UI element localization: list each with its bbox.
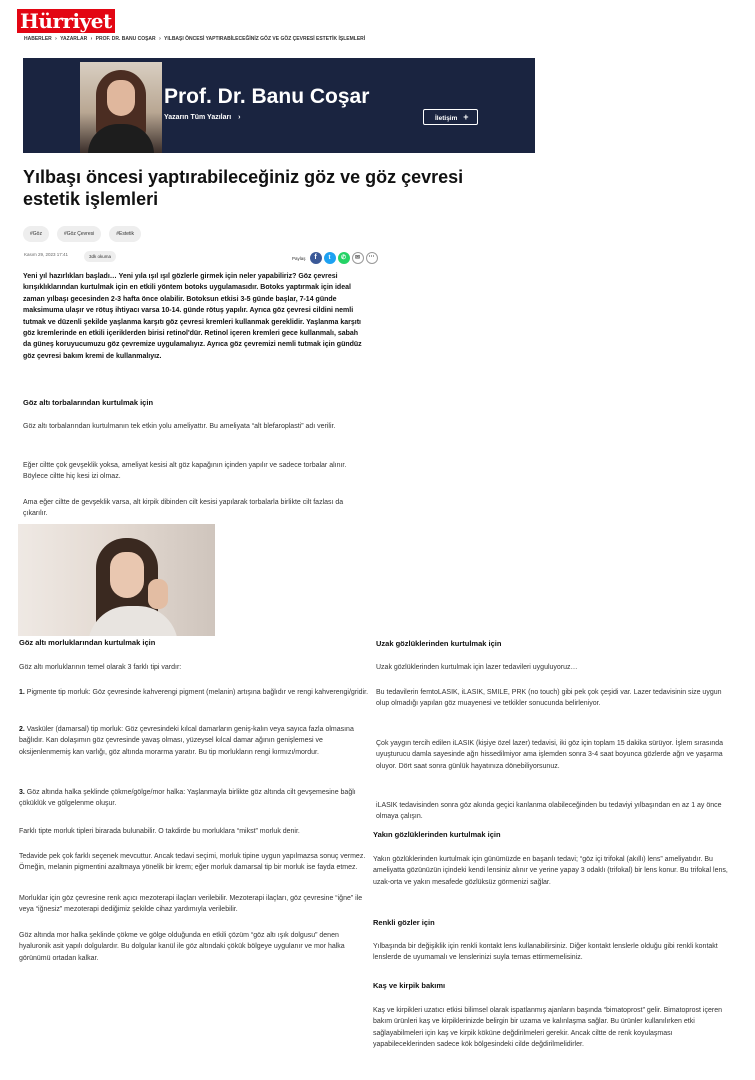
paragraph: Çok yaygın tercih edilen iLASIK (kişiye özel lazer) tedavisi, iki göz için toplam 15 dakika sürüyor. İşlem sırasında uyuşturucu damla sayesinde ağrı hissedilmiyor ama işlemden sonra 3-4 saat boyunca gözlerde ağrı ve yaşarma oluyor. Dört saat sonra günlük hayatınıza dönebiliyorsunuz. [376,740,724,770]
breadcrumb-home[interactable]: HABERLER [24,36,52,42]
list-item [19,787,369,810]
paragraph: Yakın gözlüklerinden kurtulmak için günümüzde en başarılı tedavi; “göz içi trifokal (akıllı) lens” ameliyatıdır. Bu ameliyatta gözünüzün içindeki kendi lensiniz alınır ve yerine yapay 3 odaklı (trifokal) bir lens konur. Bu trifokal lens, uzak-orta ve yakın mesafede gözlüksüz görmenizi sağlar. [373,856,728,886]
breadcrumb-separator: › [55,36,57,42]
list-number: 1. [19,689,25,696]
breadcrumb-separator: › [90,36,93,42]
paragraph: Göz altı torbalarından kurtulmanın tek etkin yolu ameliyattır. Bu ameliyata “alt blefaroplasti” adı verilir. [23,423,336,430]
publish-date: Kasım 29, 2023 17:41 [24,252,69,257]
list-text: Pigmente tip morluk: Göz çevresinde kahverengi pigment (melanin) artışına bağlıdır ve rengi kahverengi/gridir. [24,689,369,696]
paragraph: Tedavide pek çok farklı seçenek mevcuttur. Ancak tedavi seçimi, morluk tipine uygun yapılmazsa sonuç vermez. Örneğin, melanin pigmentini azaltmaya yönelik bir krem; eğer morluk damarsal tip bir morluk ise fayda etmez. [19,853,366,872]
article-lead: Yeni yıl hazırlıkları başladı… Yeni yıla ışıl ışıl gözlerle girmek için neler yapabiliriz? Göz çevresi kırışıklıklarından kurtulmak için en etkili yöntem botoks uygulamasıdır. Botoks yaptırmak için ideal zaman yılbaşı gecesinden 2-3 hafta önce olabilir. Botoksun etkisi 3-5 günde başlar, 7-14 günde maksimuma ulaşır ve rötuş ihtiyacı varsa 10-14. günde rötuş yapılır. Ayrıca göz çevresi cildini nemli tutmak ve düzenli şekilde yaşlanma karşıtı göz çevresi kremleri kullanmak gereklidir. Yaşlanma karşıtı göz kremlerinde en etkili içeriklerden birisi retinol'dür. Retinol içeren kremleri gece kullanmalı, sabah da güneş koruyucumuzu göz çevremize uygulamalıyız. Ayrıca göz çevremizi nemli tutmak için gündüz göz çevresi bakım kremi de kullanmalıyız. [23,273,362,360]
read-time-badge: 3dk okuma [84,251,116,262]
twitter-icon[interactable]: t [324,252,336,264]
section-heading-colored-eyes: Renkli gözler için [373,918,435,927]
section-heading-near-glasses: Yakın gözlüklerinden kurtulmak için [373,830,501,839]
breadcrumb-separator: › [159,36,161,42]
more-icon[interactable]: ⋯ [366,252,378,264]
paragraph: Morluklar için göz çevresine renk açıcı mezoterapi ilaçları verilebilir. Mezoterapi ilaçları, göz çevresine “iğne” ile veya “iğnesiz” mezoterapi dediğimiz şekilde cihaz yardımıyla verilebilir. [19,895,363,914]
paragraph: Göz altı morluklarının temel olarak 3 farklı tipi vardır: [19,664,182,671]
list-number: 2. [19,726,25,733]
list-item [19,724,369,758]
contact-button[interactable] [423,109,478,125]
paragraph: Uzak gözlüklerinden kurtulmak için lazer tedavileri uyguluyoruz… [376,664,578,671]
section-heading-far-glasses: Uzak gözlüklerinden kurtulmak için [376,639,502,648]
author-photo [80,62,162,153]
paragraph: Farklı tipte morluk tipleri birarada bulunabilir. O takdirde bu morluklara “mikst” morluk denir. [19,828,300,835]
paragraph: Göz altında mor halka şeklinde çökme ve gölge olduğunda en etkili çözüm “göz altı ışık dolgusu” denen hyaluronik asit yapılı dolgulardır. Bu dolgular kanül ile göz altındaki çökük bölgeye uygulanır ve mor halka görünümü ortadan kalkar. [19,932,345,962]
list-number: 3. [19,789,25,796]
plus-icon: + [463,112,469,122]
all-posts-label: Yazarın Tüm Yazıları [164,114,232,121]
tag-list [23,226,141,242]
all-posts-link[interactable] [164,114,240,121]
section-heading-eye-bags: Göz altı torbalarından kurtulmak için [23,398,154,407]
chevron-right-icon: › [238,114,241,121]
list-item [19,687,369,698]
share-label: Paylaş [292,255,306,261]
tag-goz[interactable]: #Göz [23,226,49,242]
article-title: Yılbaşı öncesi yaptırabileceğiniz göz ve göz çevresi estetik işlemleri [23,167,464,209]
paragraph: Kaş ve kirpikleri uzatıcı etkisi bilimsel olarak ispatlanmış ajanların başında “bimatoprost” gelir. Bimatoprost içeren bakım ürünleri kaş ve kirpiklerinizde belirgin bir uzama ve kalınlaşma sağlar. Bu ürünler kullanılırken etki sağlayabilmeleri için kaş ve kirpik köküne değdirilmeleri gerekir. Ancak ciltte de renk koyulaşması yapabileceklerinden sadece kök bölgesindeki cilde değdirilmelidirler. [373,1007,722,1048]
breadcrumb-author[interactable]: PROF. DR. BANU COŞAR [95,36,156,42]
hurriyet-logo[interactable]: Hürriyet [17,9,115,33]
tag-goz-cevresi[interactable]: #Göz Çevresi [57,226,101,242]
paragraph: Yılbaşında bir değişiklik için renkli kontakt lens kullanabilirsiniz. Diğer kontakt lenslerle olduğu gibi renkli kontakt lenslerde de uyumamalı ve lenslerinizi suyla temas ettirmemelisiniz. [373,943,718,962]
whatsapp-icon[interactable]: ✆ [338,252,350,264]
facebook-icon[interactable]: f [310,252,322,264]
list-text: Göz altında halka şeklinde çökme/gölge/mor halka: Yaşlanmayla birlikte göz altında cilt gevşemesine bağlı çöküklük ve gölgelenme oluşur. [19,789,356,808]
article-image [18,524,215,636]
breadcrumb-writers[interactable]: YAZARLAR [60,36,88,42]
section-heading-dark-circles: Göz altı morluklarından kurtulmak için [19,638,156,647]
contact-label: İletişim [435,115,458,122]
author-banner [23,58,535,153]
breadcrumb [24,36,367,42]
share-bar [292,252,378,264]
paragraph: Eğer ciltte çok gevşeklik yoksa, ameliyat kesisi alt göz kapağının içinden yapılır ve sadece torbalar alınır. Böylece ciltte hiç kesi izi olmaz. [23,462,347,481]
paragraph: iLASIK tedavisinden sonra göz akında geçici kanlanma olabileceğinden bu tedaviyi yılbaşından en az 1 ay önce olmaya çalışın. [376,802,722,821]
tag-estetik[interactable]: #Estetik [109,226,141,242]
paragraph: Ama eğer ciltte de gevşeklik varsa, alt kirpik dibinden cilt kesisi yapılarak torbalarla birlikte cilt fazlası da çıkarılır. [23,499,344,518]
mail-icon[interactable]: ✉ [352,252,364,264]
author-name[interactable]: Prof. Dr. Banu Coşar [164,85,370,108]
list-text: Vasküler (damarsal) tip morluk: Göz çevresindeki kılcal damarların geniş-kalın veya sayıca fazla olmasına bağlıdır. Kan dolaşımın göz çevresinde yavaş olması, yüzeysel kılcal damar ağının genişlemesi ve oksijenlenmemiş kan varlığı, göz altında morarma yaratır. Bu tip morlukların rengi kırmızı/mordur. [19,726,354,756]
section-heading-brow-lash-care: Kaş ve kirpik bakımı [373,981,446,990]
paragraph: Bu tedavilerin femtoLASIK, iLASIK, SMILE, PRK (no touch) gibi pek çok çeşidi var. Lazer tedavisinin size uygun olup olmadığı yapılan göz muayenesi ve tetkikler sonucunda belirleniyor. [376,689,722,708]
breadcrumb-current: YILBAŞI ÖNCESİ YAPTIRABİLECEĞİNİZ GÖZ VE GÖZ ÇEVRESİ ESTETİK İŞLEMLERİ [164,36,366,42]
